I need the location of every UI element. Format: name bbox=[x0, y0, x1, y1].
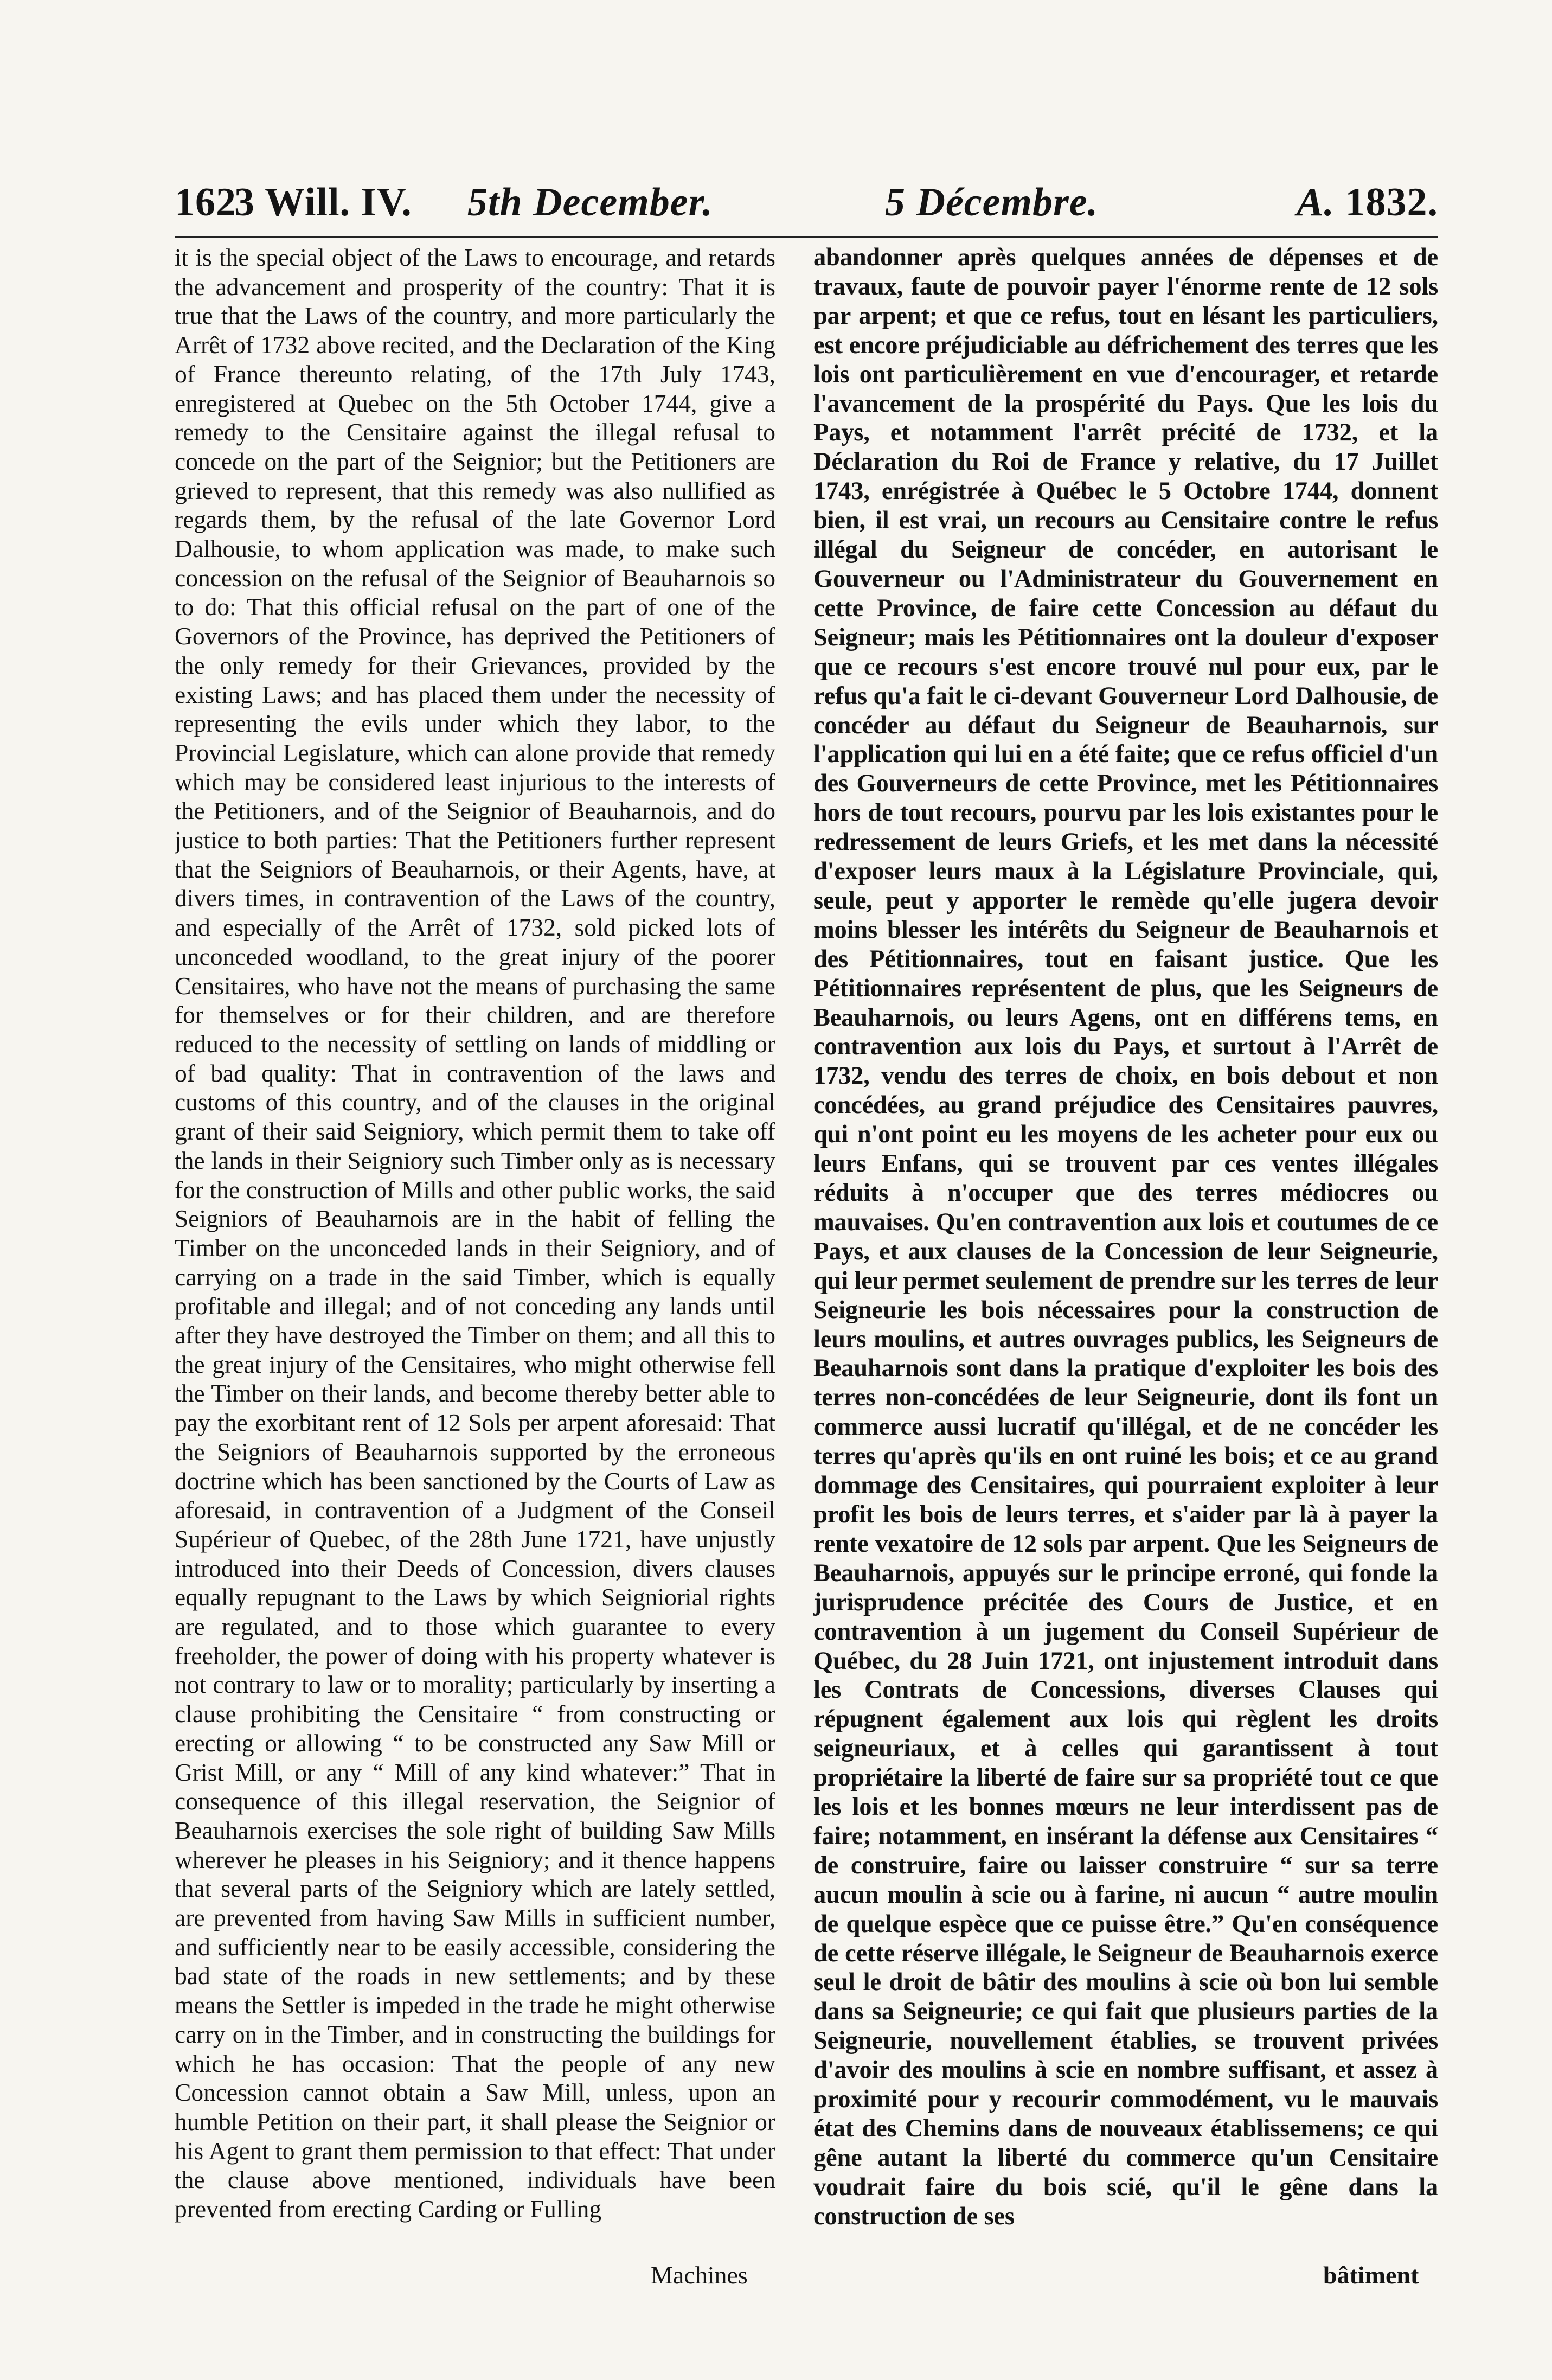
english-text: it is the special object of the Laws to encourage, and retards the advancement and prosperity of the country: That it is true that the Laws of the country, and more particularly the Arrêt of 1732 above recited, and the Declaration of the King of France thereunto relating, of the 17th July 1743, enregistered at Quebec on the 5th October 1744, give a remedy to the Censitaire against the illegal refusal to concede on the part of the Seignior; but the Petitioners are grieved to represent, that this remedy was also nullified as regards them, by the refusal of the late Governor Lord Dalhousie, to whom application was made, to make such concession on the refusal of the Seignior of Beauharnois so to do: That this official refusal on the part of one of the Governors of the Province, has deprived the Petitioners of the only remedy for their Grievances, provided by the existing Laws; and has placed them under the necessity of representing the evils under which they labor, to the Provincial Legislature, which can alone provide that remedy which may be considered least injurious to the interests of the Petitioners, and of the Seignior of Beauharnois, and do justice to both parties: That the Petitioners further represent that the Seigniors of Beauharnois, or their Agents, have, at divers times, in contravention of the Laws of the country, and especially of the Arrêt of 1732, sold picked lots of unconceded woodland, to the great injury of the poorer Censitaires, who have not the means of purchasing the same for themselves or for their children, and are therefore reduced to the necessity of settling on lands of middling or of bad quality: That in contravention of the laws and customs of this country, and of the clauses in the original grant of their said Seigniory, which permit them to take off the lands in their Seigniory such Timber only as is necessary for the construction of Mills and other public works, the said Seigniors of Beauharnois are in the habit of felling the Timber on the unconceded lands in their Seigniory, and of carrying on a trade in the said Timber, which is equally profitable and illegal; and of not conceding any lands until after they have destroyed the Timber on them; and all this to the great injury of the Censitaires, who might otherwise fell the Timber on their lands, and become thereby better able to pay the exorbitant rent of 12 Sols per arpent aforesaid: That the Seigniors of Beauharnois supported by the erroneous doctrine which has been sanctioned by the Courts of Law as aforesaid, in contravention of a Judgment of the Conseil Supérieur of Quebec, of the 28th June 1721, have unjustly introduced into their Deeds of Concession, divers clauses equally repugnant to the Laws by which Seigniorial rights are regulated, and to those which guarantee to every freeholder, the power of doing with his property whatever is not contrary to law or to morality; particularly by inserting a clause prohibiting the Censitaire “ from constructing or erecting or allowing “ to be constructed any Saw Mill or Grist Mill, or any “ Mill of any kind whatever:” That in consequence of this illegal reservation, the Seignior of Beauharnois exercises the sole right of building Saw Mills wherever he pleases in his Seigniory; and it thence happens that several parts of the Seigniory which are lately settled, are prevented from having Saw Mills in sufficient number, and sufficiently near to be easily accessible, considering the bad state of the roads in new settlements; and by these means the Settler is impeded in the trade he might otherwise carry on in the Timber, and in constructing the buildings for which he has occasion: That the people of any new Concession cannot obtain a Saw Mill, unless, upon an humble Petition on their part, it shall please the Seignior or his Agent to grant them permission to that effect: That under the clause above mentioned, individuals have been prevented from erecting Carding or Fulling bbox=[175, 244, 775, 2223]
year-label bbox=[1297, 172, 1438, 232]
french-catchword: bâtiment bbox=[1323, 2261, 1419, 2289]
french-date: 5 Décembre. bbox=[885, 180, 1099, 225]
header-rule bbox=[175, 236, 1438, 238]
english-column bbox=[175, 243, 775, 2261]
page-number: 162 bbox=[175, 180, 236, 225]
reign-label: 3 Will. IV. bbox=[234, 180, 412, 225]
english-catchword: Machines bbox=[651, 2261, 748, 2289]
english-date: 5th December. bbox=[467, 180, 713, 225]
year-value: 1832. bbox=[1345, 180, 1438, 225]
running-header bbox=[175, 172, 1438, 232]
french-column bbox=[813, 243, 1438, 2261]
year-prefix: A. bbox=[1297, 180, 1335, 225]
french-text: abandonner après quelques années de dépenses et de travaux, faute de pouvoir payer l'énorme rente de 12 sols par arpent; et que ce refus, tout en lésant les particuliers, est encore préjudiciable au défrichement des terres que les lois ont particulièrement en vue d'encourager, et retarde l'avancement de la prospérité du Pays. Que les lois du Pays, et notamment l'arrêt précité de 1732, et la Déclaration du Roi de France y relative, du 17 Juillet 1743, enrégistrée à Québec le 5 Octobre 1744, donnent bien, il est vrai, un recours au Censitaire contre le refus illégal du Seigneur de concéder, en autorisant le Gouverneur ou l'Administrateur du Gouvernement en cette Province, de faire cette Concession au défaut du Seigneur; mais les Pétitionnaires ont la douleur d'exposer que ce recours s'est encore trouvé nul pour eux, par le refus qu'a fait le ci-devant Gouverneur Lord Dalhousie, de concéder au défaut du Seigneur de Beauharnois, sur l'application qui lui en a été faite; que ce refus officiel d'un des Gouverneurs de cette Province, met les Pétitionnaires hors de tout recours, pourvu par les lois existantes pour le redressement de leurs Griefs, et les met dans la nécessité d'exposer leurs maux à la Législature Provinciale, qui, seule, peut y apporter le remède qu'elle jugera devoir moins blesser les intérêts du Seigneur de Beauharnois et des Pétitionnaires, tout en faisant justice. Que les Pétitionnaires représentent de plus, que les Seigneurs de Beauharnois, ou leurs Agens, ont en différens tems, en contravention aux lois du Pays, et surtout à l'Arrêt de 1732, vendu des terres de choix, en bois debout et non concédées, au grand préjudice des Censitaires pauvres, qui n'ont point eu les moyens de les acheter pour eux ou leurs Enfans, qui se trouvent par ces ventes illégales réduits à n'occuper que des terres médiocres ou mauvaises. Qu'en contravention aux lois et coutumes de ce Pays, et aux clauses de la Concession de leur Seigneurie, qui leur permet seulement de prendre sur les terres de leur Seigneurie les bois nécessaires pour la construction de leurs moulins, et autres ouvrages publics, les Seigneurs de Beauharnois sont dans la pratique d'exploiter les bois des terres non-concédées de leur Seigneurie, dont ils font un commerce aussi lucratif qu'illégal, et de ne concéder les terres qu'après qu'ils en ont ruiné les bois; et ce au grand dommage des Censitaires, qui pourraient exploiter à leur profit les bois de leurs terres, et s'aider par là à payer la rente vexatoire de 12 sols par arpent. Que les Seigneurs de Beauharnois, appuyés sur le principe erroné, qui fonde la jurisprudence précitée des Cours de Justice, et en contravention à un jugement du Conseil Supérieur de Québec, du 28 Juin 1721, ont injustement introduit dans les Contrats de Concessions, diverses Clauses qui répugnent également aux lois qui règlent les droits seigneuriaux, et à celles qui garantissent à tout propriétaire la liberté de faire sur sa propriété tout ce que les lois et les bonnes mœurs ne leur interdissent pas de faire; notamment, en insérant la défense aux Censitaires “ de construire, faire ou laisser construire “ sur sa terre aucun moulin à scie ou à farine, ni aucun “ autre moulin de quelque espèce que ce puisse être.” Qu'en conséquence de cette réserve illégale, le Seigneur de Beauharnois exerce seul le droit de bâtir des moulins à scie où bon lui semble dans sa Seigneurie; ce qui fait que plusieurs parties de la Seigneurie, nouvellement établies, se trouvent privées d'avoir des moulins à scie en nombre suffisant, et assez à proximité pour y recourir commodément, vu le mauvais état des Chemins dans de nouveaux établissemens; ce qui gêne autant la liberté du commerce qu'un Censitaire voudrait faire du bois scié, qu'il le gêne dans la construction de ses bbox=[813, 244, 1438, 2230]
